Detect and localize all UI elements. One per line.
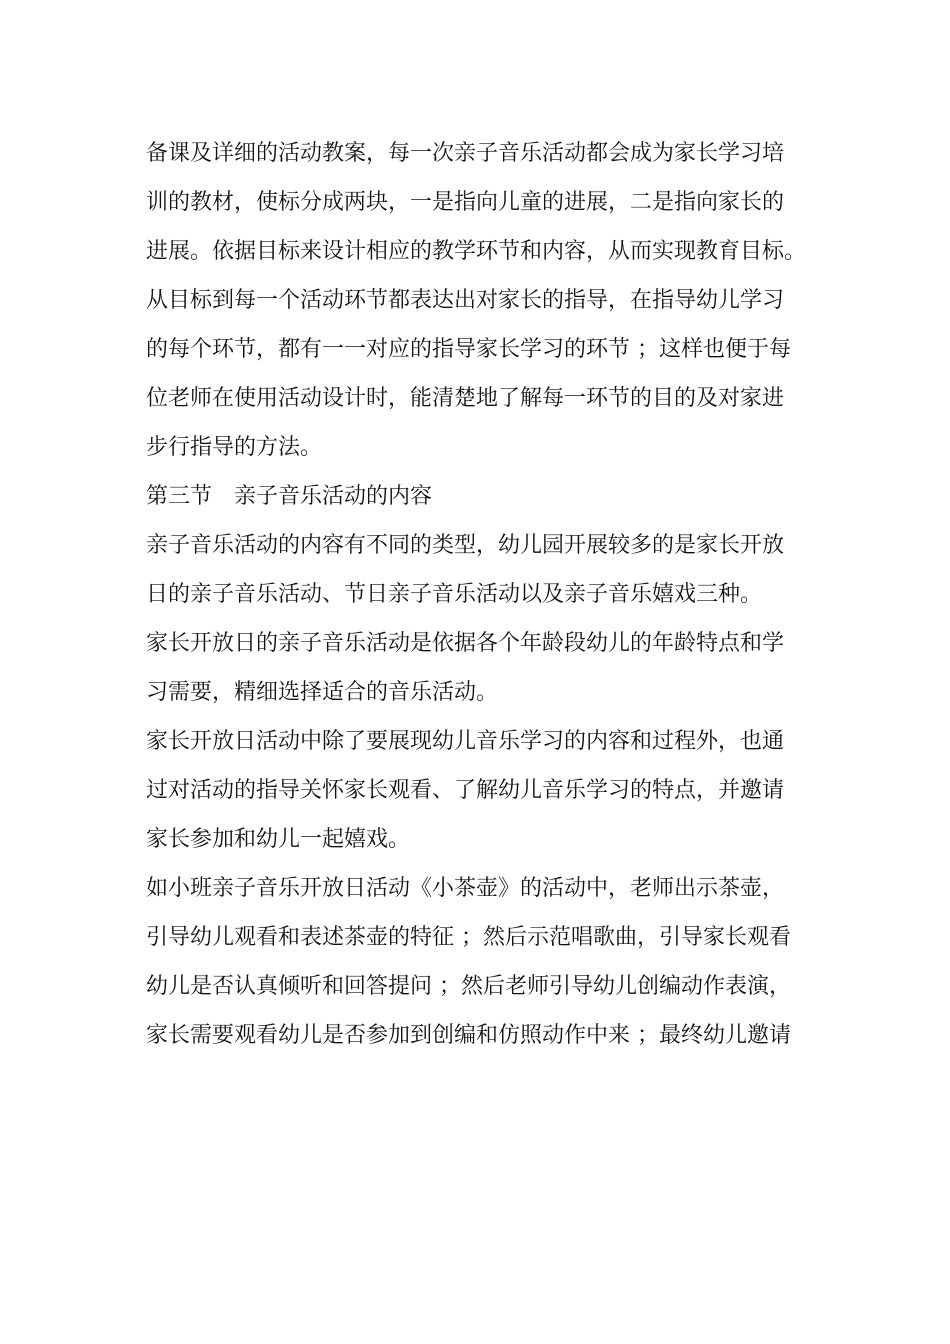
text-line-7: 步行指导的方法。 — [146, 435, 323, 460]
text-line-19: 家长需要观看幼儿是否参加到创编和仿照动作中来 ；最终幼儿邀请 — [146, 1023, 791, 1048]
text-line-18: 幼儿是否认真倾听和回答提问 ；然后老师引导幼儿创编动作表演， — [146, 974, 791, 999]
text-line-16: 如小班亲子音乐开放日活动《小茶壶》的活动中，老师出示茶壶， — [146, 876, 785, 901]
body-text — [146, 129, 826, 1060]
text-line-2: 训的教材，使标分成两块，一是指向儿童的进展，二是指向家长的 — [146, 190, 785, 215]
text-line-10: 日的亲子音乐活动、节日亲子音乐活动以及亲子音乐嬉戏三种。 — [146, 582, 763, 607]
text-line-15: 家长参加和幼儿一起嬉戏。 — [146, 827, 411, 852]
text-line-5: 的每个环节，都有一一对应的指导家长学习的环节 ；这样也便于每 — [146, 337, 791, 362]
text-line-13: 家长开放日活动中除了要展现幼儿音乐学习的内容和过程外，也通 — [146, 729, 785, 754]
text-line-4: 从目标到每一个活动环节都表达出对家长的指导，在指导幼儿学习 — [146, 288, 785, 313]
text-line-17: 引导幼儿观看和表述茶壶的特征 ；然后示范唱歌曲，引导家长观看 — [146, 925, 791, 950]
text-line-14: 过对活动的指导关怀家长观看、了解幼儿音乐学习的特点，并邀请 — [146, 778, 785, 803]
section-heading: 第三节 亲子音乐活动的内容 — [146, 484, 433, 509]
text-line-11: 家长开放日的亲子音乐活动是依据各个年龄段幼儿的年龄特点和学 — [146, 631, 785, 656]
text-line-3: 进展。依据目标来设计相应的教学环节和内容，从而实现教育目标。 — [146, 239, 807, 264]
text-line-1: 备课及详细的活动教案，每一次亲子音乐活动都会成为家长学习培 — [146, 141, 785, 166]
text-line-6: 位老师在使用活动设计时，能清楚地了解每一环节的目的及对家进 — [146, 386, 785, 411]
text-line-12: 习需要，精细选择适合的音乐活动。 — [146, 680, 499, 705]
text-line-9: 亲子音乐活动的内容有不同的类型，幼儿园开展较多的是家长开放 — [146, 533, 785, 558]
